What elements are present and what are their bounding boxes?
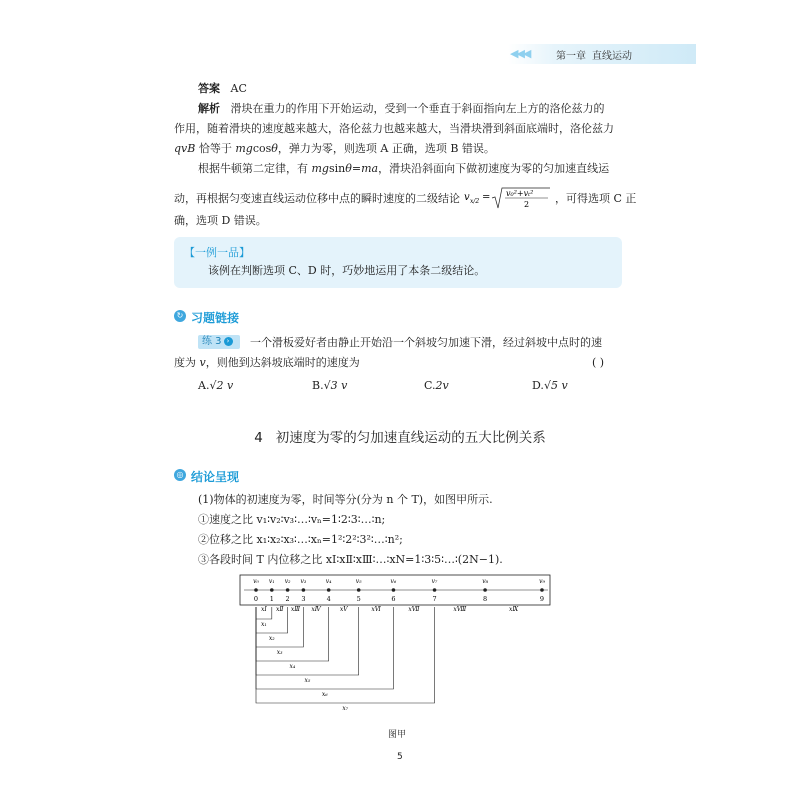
time-point-1	[270, 588, 274, 592]
time-point-5	[357, 588, 361, 592]
topic-number: 4	[254, 430, 263, 446]
exercise-tag	[198, 335, 240, 349]
time-index-8: 8	[483, 595, 488, 603]
analysis-line-1	[198, 102, 605, 116]
time-index-1: 1	[269, 595, 274, 603]
velocity-label-4: v₄	[325, 578, 332, 585]
chevron-right-icon: ›	[224, 337, 233, 346]
section-title-link: 习题链接	[191, 311, 240, 325]
option-c	[424, 379, 449, 393]
callout-text: 该例在判断选项 C、D 时，巧妙地运用了本条二级结论。	[208, 264, 486, 277]
segment-label-6: xⅦ	[408, 606, 420, 613]
time-index-4: 4	[326, 595, 331, 603]
func-cos: cos	[252, 142, 272, 155]
analysis-line-2: 作用，随着滑块的速度越来越大，洛伦兹力也越来越大，当滑块滑到斜面底端时，洛伦兹力	[174, 122, 614, 135]
segment-label-5: xⅥ	[371, 606, 381, 613]
cumulative-label-1: x₁	[261, 621, 267, 628]
analysis-line-4	[198, 162, 609, 176]
segment-label-0: xⅠ	[261, 606, 267, 613]
time-point-2	[286, 588, 290, 592]
conclusion-intro: (1)物体的初速度为零，时间等分(分为 n 个 T)，如图甲所示.	[198, 493, 493, 506]
analysis-line-5	[174, 186, 636, 212]
var-v: v	[199, 356, 206, 369]
cumulative-label-6: x₆	[321, 691, 328, 698]
func-sin: sin	[328, 162, 346, 175]
conclusion-item-3: ③各段时间 T 内位移之比 xⅠ∶xⅡ∶xⅢ∶…∶xN=1∶3∶5∶…∶(2N−1).	[198, 553, 503, 566]
velocity-label-3: v₃	[300, 578, 307, 585]
exercise-tag-label: 练 3	[202, 336, 222, 347]
velocity-label-8: v₈	[482, 578, 488, 585]
cumulative-label-4: x₄	[289, 663, 296, 670]
svg-text:v₀²+vₜ²: v₀²+vₜ²	[505, 189, 533, 198]
section-title-conclusion: 结论呈现	[191, 470, 240, 484]
topic-title: 初速度为零的匀加速直线运动的五大比例关系	[275, 430, 546, 446]
exercise-text-2a: 度为	[174, 356, 200, 369]
option-b-value: √3 v	[323, 379, 348, 392]
time-point-6	[392, 588, 396, 592]
figure-caption: 图甲	[388, 730, 407, 740]
segment-label-2: xⅢ	[290, 606, 301, 613]
var-mg: mg	[235, 142, 253, 155]
velocity-label-1: v₁	[268, 578, 275, 585]
velocity-label-7: v₇	[431, 578, 438, 585]
option-a-value: √2 v	[209, 379, 234, 392]
var-ma: ma	[361, 162, 379, 175]
midpoint-velocity-formula	[464, 186, 552, 212]
cumulative-brackets-group	[256, 607, 435, 712]
time-points-group	[253, 578, 545, 613]
answer-label: 答案	[198, 82, 220, 95]
conclusion-item-1: ①速度之比 v₁∶v₂∶v₃∶…∶vₙ=1∶2∶3∶…∶n;	[198, 513, 386, 526]
option-d-value: √5 v	[543, 379, 568, 392]
figure-time-division-diagram	[230, 573, 560, 725]
analysis-text-4a: 根据牛顿第二定律，有	[198, 162, 312, 175]
var-theta-eq: θ=	[345, 162, 362, 175]
cumulative-bracket-7	[256, 607, 435, 703]
svg-text:=: =	[481, 192, 490, 203]
target-icon: ◎	[174, 469, 186, 481]
segment-label-7: xⅧ	[453, 606, 467, 613]
chapter-header	[556, 47, 638, 62]
velocity-label-0: v₀	[253, 578, 259, 585]
option-b	[312, 379, 347, 393]
time-index-5: 5	[356, 595, 361, 603]
chapter-number: 第一章	[556, 51, 586, 62]
var-theta: θ	[271, 142, 278, 155]
answer-line	[198, 82, 247, 96]
page-number: 5	[397, 752, 403, 762]
analysis-text-4b: ，滑块沿斜面向下做初速度为零的匀加速直线运	[378, 162, 610, 175]
option-a	[198, 379, 233, 393]
chapter-title: 直线运动	[592, 51, 632, 62]
cumulative-label-3: x₃	[276, 649, 283, 656]
analysis-label: 解析	[198, 102, 220, 115]
option-c-value: 2v	[435, 379, 449, 392]
callout-title: 【一例一品】	[184, 246, 250, 259]
analysis-text-3a: 恰等于	[195, 142, 236, 155]
option-d-letter: D.	[532, 379, 544, 392]
analysis-line-3	[174, 142, 495, 156]
var-qvb: qvB	[174, 142, 196, 155]
segment-label-4: xⅤ	[339, 606, 348, 613]
exercise-text-2b: ，则他到达斜坡底端时的速度为	[205, 356, 360, 369]
cumulative-label-5: x₅	[304, 677, 311, 684]
svg-text:2: 2	[523, 200, 529, 209]
velocity-label-6: v₆	[390, 578, 397, 585]
time-point-9	[540, 588, 544, 592]
segment-label-1: xⅡ	[275, 606, 284, 613]
option-b-letter: B.	[312, 379, 324, 392]
exercise-line-2	[174, 356, 360, 370]
svg-text:v: v	[463, 192, 470, 203]
time-point-3	[302, 588, 306, 592]
segment-label-8: xⅨ	[508, 606, 519, 613]
time-point-7	[433, 588, 437, 592]
analysis-text-5a: 动，再根据匀变速直线运动位移中点的瞬时速度的二级结论	[174, 192, 464, 205]
segment-label-3: xⅣ	[311, 606, 321, 613]
refresh-icon: ↻	[174, 310, 186, 322]
time-point-0	[254, 588, 258, 592]
header-arrows-icon: ◀◀◀	[510, 47, 530, 60]
cumulative-label-7: x₇	[342, 705, 349, 712]
exercise-line-1: 一个滑板爱好者由静止开始沿一个斜坡匀加速下滑，经过斜坡中点时的速	[250, 336, 602, 349]
answer-value: AC	[230, 82, 247, 95]
option-a-letter: A.	[198, 379, 210, 392]
time-index-0: 0	[253, 595, 259, 603]
cumulative-bracket-4	[256, 607, 329, 661]
analysis-text-5b: ，可得选项 C 正	[555, 192, 637, 205]
time-index-6: 6	[391, 595, 396, 603]
time-point-8	[483, 588, 487, 592]
answer-bracket: ( )	[592, 356, 605, 369]
time-index-2: 2	[285, 595, 290, 603]
time-index-3: 3	[301, 595, 306, 603]
cumulative-bracket-6	[256, 607, 393, 689]
cumulative-label-2: x₂	[268, 635, 275, 642]
velocity-label-2: v₂	[284, 578, 291, 585]
option-c-letter: C.	[424, 379, 436, 392]
time-index-7: 7	[432, 595, 437, 603]
topic-heading	[0, 426, 800, 446]
time-point-4	[327, 588, 331, 592]
velocity-label-5: v₅	[355, 578, 362, 585]
analysis-line-6: 确，选项 D 错误。	[174, 214, 267, 227]
option-d	[532, 379, 568, 393]
velocity-label-9: v₉	[539, 578, 545, 585]
analysis-text-3b: ，弹力为零，则选项 A 正确，选项 B 错误。	[277, 142, 495, 155]
var-mg-2: mg	[311, 162, 329, 175]
conclusion-item-2: ②位移之比 x₁∶x₂∶x₃∶…∶xₙ=1²∶2²∶3²∶…∶n²;	[198, 533, 403, 546]
svg-text:x/2: x/2	[469, 198, 479, 205]
time-index-9: 9	[539, 595, 545, 603]
analysis-text-1: 滑块在重力的作用下开始运动，受到一个垂直于斜面指向左上方的洛伦兹力的	[230, 102, 605, 115]
